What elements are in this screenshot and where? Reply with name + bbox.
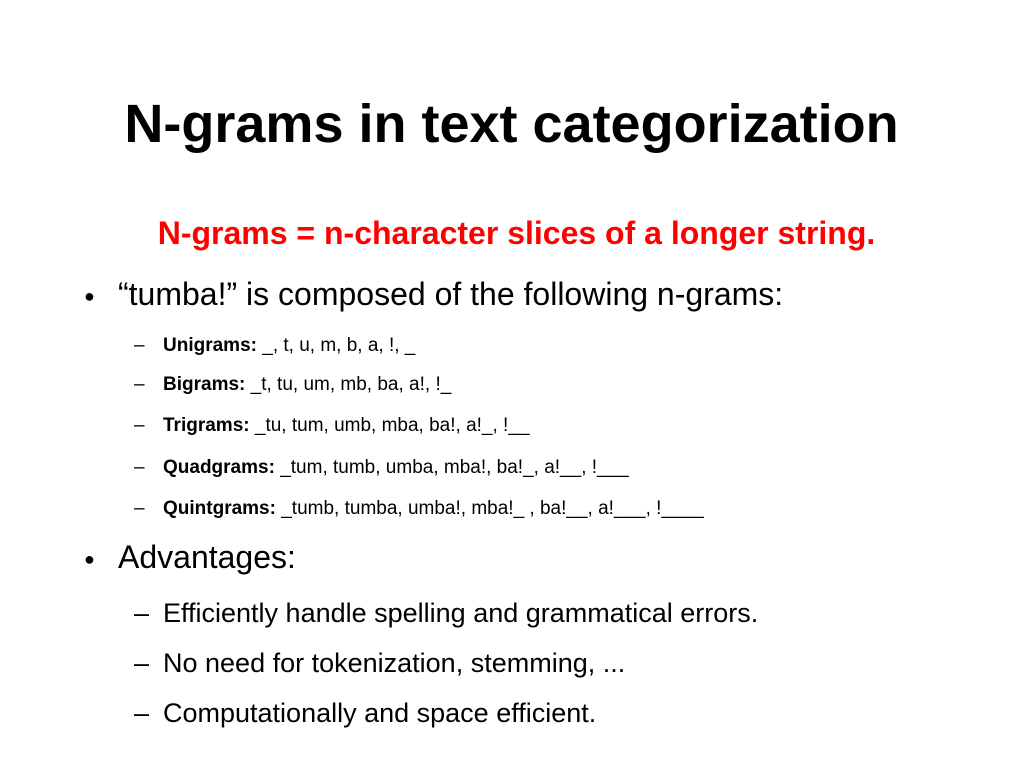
sub-item (134, 649, 625, 679)
sub-item-label: Quadgrams: (163, 457, 275, 478)
dash-icon: – (134, 598, 150, 628)
bullet-dot-icon: ● (84, 548, 95, 569)
bullet-text: “tumba!” is composed of the following n-grams: (118, 276, 784, 312)
sub-item-label: Trigrams: (163, 415, 250, 436)
sub-item-text: _, t, u, m, b, a, !, _ (256, 335, 416, 356)
bullet-dot-icon: ● (84, 285, 95, 306)
sub-item-text: _tumb, tumba, umba!, mba!_ , ba!__, a!___, !____ (275, 498, 704, 519)
sub-item (134, 499, 704, 520)
dash-icon: – (134, 335, 145, 356)
dash-icon: – (134, 415, 145, 436)
sub-item (134, 375, 451, 396)
sub-item-label: Bigrams: (163, 374, 246, 395)
sub-item-label: Quintgrams: (163, 498, 276, 519)
sub-item-text: _tu, tum, umb, mba, ba!, a!_, !__ (249, 415, 530, 436)
sub-item (134, 458, 629, 479)
bullet-text: Advantages: (118, 539, 296, 575)
dash-icon: – (134, 698, 150, 728)
sub-item-label: Unigrams: (163, 335, 257, 356)
dash-icon: – (134, 498, 145, 519)
sub-item-text: Efficiently handle spelling and grammatical errors. (163, 598, 759, 628)
sub-item (134, 336, 415, 357)
sub-item-text: _tum, tumb, umba, mba!, ba!_, a!__, !___ (274, 457, 629, 478)
sub-item (134, 599, 758, 629)
dash-icon: – (134, 374, 145, 395)
sub-item (134, 699, 596, 729)
slide-title: N-grams in text categorization (124, 94, 899, 154)
sub-item-text: _t, tu, um, mb, ba, a!, !_ (245, 374, 452, 395)
dash-icon: – (134, 648, 150, 678)
sub-item-text: Computationally and space efficient. (163, 698, 597, 728)
sub-item-text: No need for tokenization, stemming, ... (163, 648, 626, 678)
bullet-item (84, 540, 296, 575)
sub-item (134, 416, 529, 437)
slide-subtitle: N-grams = n-character slices of a longer string. (157, 215, 876, 251)
bullet-item (84, 277, 783, 312)
dash-icon: – (134, 457, 145, 478)
